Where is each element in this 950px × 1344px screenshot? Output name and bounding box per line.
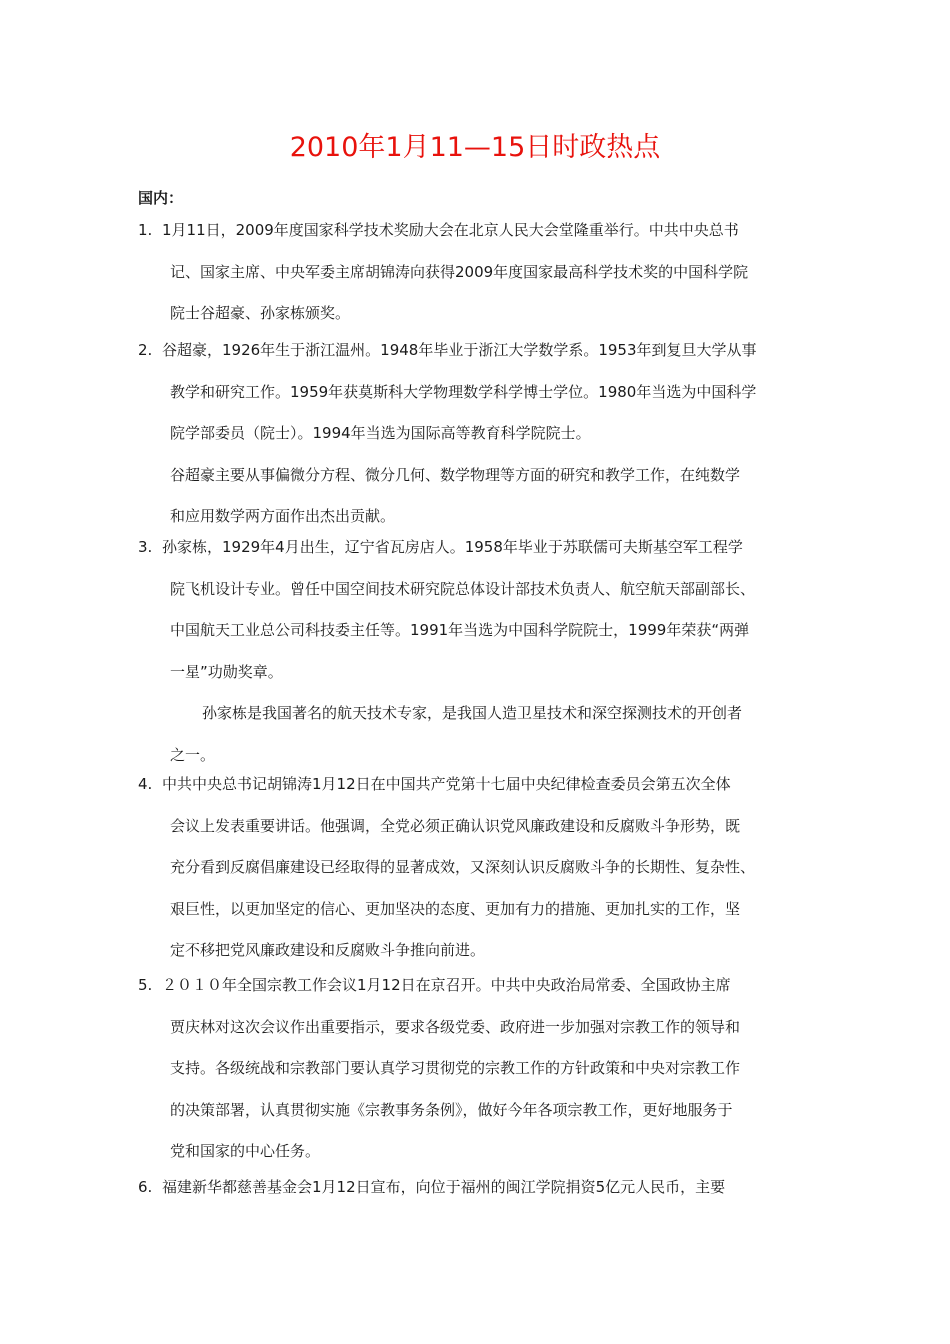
list-item xyxy=(138,965,828,1173)
text-line: 谷超豪，1926年生于浙江温州。1948年毕业于浙江大学数学系。1953年到复旦大学从事 xyxy=(162,341,757,359)
item-paragraph xyxy=(138,527,828,776)
section-label-domestic: 国内： xyxy=(138,189,184,207)
text-line: 院飞机设计专业。曾任中国空间技术研究院总体设计部技术负责人、航空航天部副部长、 xyxy=(170,579,756,598)
text-line: 中国航天工业总公司科技委主任等。1991年当选为中国科学院院士，1999年荣获“两弹 xyxy=(170,621,750,639)
text-line: 一星”功勋奖章。 xyxy=(170,662,283,681)
text-line: 1月11日，2009年度国家科学技术奖励大会在北京人民大会堂隆重举行。中共中央总书 xyxy=(162,221,739,239)
text-line: 会议上发表重要讲话。他强调，全党必须正确认识党风廉政建设和反腐败斗争形势，既 xyxy=(170,816,741,835)
list-item xyxy=(138,1167,828,1209)
item-paragraph xyxy=(138,1167,828,1209)
item-number: 4. xyxy=(138,775,153,793)
text-line: 院学部委员（院士）。1994年当选为国际高等教育科学院院士。 xyxy=(170,424,591,442)
item-number: 2. xyxy=(138,341,153,359)
text-line: 和应用数学两方面作出杰出贡献。 xyxy=(170,507,396,525)
text-line: 记、国家主席、中央军委主席胡锦涛向获得2009年度国家最高科学技术奖的中国科学院 xyxy=(170,262,749,281)
item-number: 1. xyxy=(138,221,153,239)
text-line: 定不移把党风廉政建设和反腐败斗争推向前进。 xyxy=(170,941,486,959)
text-line: 谷超豪主要从事偏微分方程、微分几何、数学物理等方面的研究和教学工作，在纯数学 xyxy=(170,465,741,484)
text-line: 福建新华都慈善基金会1月12日宣布，向位于福州的闽江学院捐资5亿元人民币，主要 xyxy=(162,1178,726,1196)
text-line: 充分看到反腐倡廉建设已经取得的显著成效，又深刻认识反腐败斗争的长期性、复杂性、 xyxy=(170,858,756,876)
text-line: 孙家栋是我国著名的航天技术专家，是我国人造卫星技术和深空探测技术的开创者 xyxy=(202,704,743,722)
text-line: 艰巨性，以更加坚定的信心、更加坚决的态度、更加有力的措施、更加扎实的工作，坚 xyxy=(170,899,741,918)
item-paragraph xyxy=(138,965,828,1173)
item-number: 5. xyxy=(138,976,153,994)
list-item xyxy=(138,210,828,335)
text-line: 孙家栋，1929年4月出生，辽宁省瓦房店人。1958年毕业于苏联儒可夫斯基空军工程学 xyxy=(162,538,743,556)
text-line: ２０１０年全国宗教工作会议1月12日在京召开。中共中央政治局常委、全国政协主席 xyxy=(162,976,731,994)
item-paragraph xyxy=(138,764,828,972)
page-title: 2010年1月11—15日时政热点 xyxy=(289,132,661,163)
item-number: 6. xyxy=(138,1178,153,1196)
item-paragraph xyxy=(138,330,828,538)
text-line: 的决策部署，认真贯彻实施《宗教事务条例》，做好今年各项宗教工作，更好地服务于 xyxy=(170,1100,733,1119)
item-number: 3. xyxy=(138,538,153,556)
list-item xyxy=(138,527,828,776)
text-line: 院士谷超豪、孙家栋颁奖。 xyxy=(170,304,351,322)
text-line: 之一。 xyxy=(170,745,216,764)
item-paragraph xyxy=(138,210,828,335)
text-line: 党和国家的中心任务。 xyxy=(170,1142,321,1160)
text-line: 教学和研究工作。1959年获莫斯科大学物理数学科学博士学位。1980年当选为中国科学 xyxy=(170,382,757,401)
text-line: 中共中央总书记胡锦涛1月12日在中国共产党第十七届中央纪律检查委员会第五次全体 xyxy=(162,775,731,793)
list-item xyxy=(138,330,828,538)
list-item xyxy=(138,764,828,972)
text-line: 贾庆林对这次会议作出重要指示，要求各级党委、政府进一步加强对宗教工作的领导和 xyxy=(170,1017,741,1036)
text-line: 支持。各级统战和宗教部门要认真学习贯彻党的宗教工作的方针政策和中央对宗教工作 xyxy=(170,1059,741,1077)
